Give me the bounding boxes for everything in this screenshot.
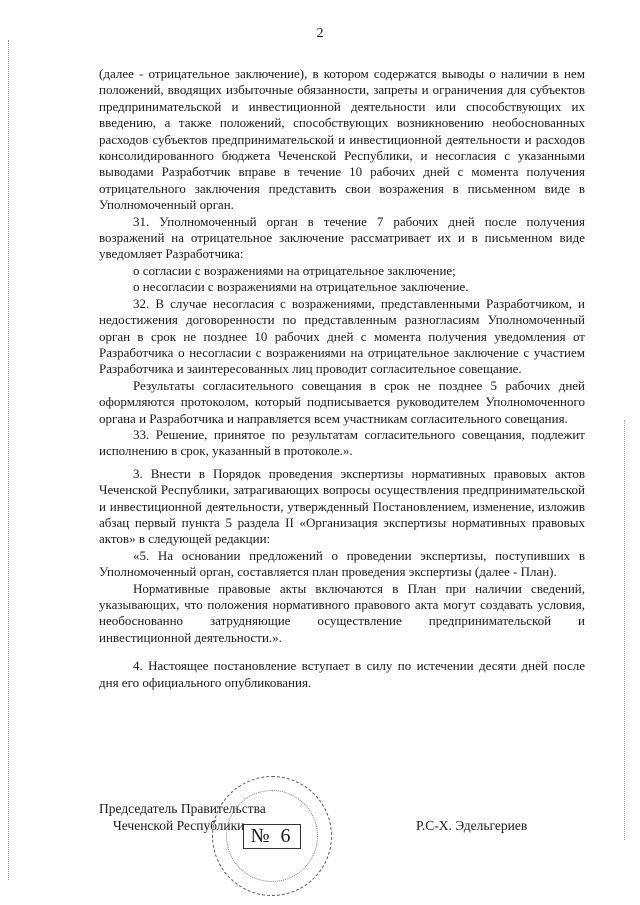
- signature-name: Р.С-Х. Эдельгериев: [416, 818, 528, 833]
- seal-number: № 6: [243, 824, 300, 849]
- paragraph-option-disagree: о несогласии с возражениями на отрицательное заключение.: [133, 279, 469, 295]
- scan-edge-right: [624, 420, 626, 840]
- scan-edge-left: [8, 40, 10, 880]
- document-body: [99, 66, 585, 691]
- paragraph-33: 33. Решение, принятое по результатам согласительного совещания, подлежит исполнению в срок, указанный в протоколе.».: [99, 426, 585, 459]
- paragraph-option-agree: о согласии с возражениями на отрицательное заключение;: [133, 262, 456, 278]
- paragraph-32: 32. В случае несогласия с возражениями, представленными Разработчиком, и недостижения договоренности по представленным разногласиям Уполномоченный орган в срок не позднее 10 рабочих дней с момента получения уведомления от Разработчика о несогласии с возражениями на отрицательное заключение с участием Разработчика и заинтересованных лиц проводит согласительное совещание.: [99, 295, 585, 377]
- paragraph-0: (далее - отрицательное заключение), в котором содержатся выводы о наличии в нем положений, вводящих избыточные обязанности, запреты и ограничения для субъектов предпринимательской и инвестиционной деятельности или способствующих их введению, а также положений, способствующих возникновению необоснованных расходов субъектов предпринимательской и инвестиционной деятельности и расходов консолидированного бюджета Чеченской Республики, и несогласия с указанными выводами Разработчик вправе в течение 10 рабочих дней с момента получения отрицательного заключения представить свои возражения в письменном виде в Уполномоченный орган.: [99, 66, 585, 213]
- paragraph-item-3: 3. Внести в Порядок проведения экспертизы нормативных правовых актов Чеченской Республики, затрагивающих вопросы осуществления предпринимательской и инвестиционной деятельности, утвержденный Постановлением, изменение, изложив абзац первый пункта 5 раздела II «Организация экспертизы нормативных правовых актов» в следующей редакции:: [99, 465, 585, 547]
- page-number: 2: [316, 26, 324, 41]
- paragraph-results: Результаты согласительного совещания в срок не позднее 5 рабочих дней оформляются протоколом, который подписывается руководителем Уполномоченного органа и Разработчика и направляется всем участникам согласительного совещания.: [99, 377, 585, 426]
- signature-title-line1: Председатель Правительства: [99, 801, 266, 816]
- paragraph-31: 31. Уполномоченный орган в течение 7 рабочих дней после получения возражений на отрицательное заключение рассматривает их и в письменном виде уведомляет Разработчика:: [99, 213, 585, 262]
- paragraph-plan: Нормативные правовые акты включаются в План при наличии сведений, указывающих, что положения нормативного правового акта могут создавать условия, необоснованно затрудняющие осуществление предпринимательской и инвестиционной деятельности.».: [99, 580, 585, 645]
- paragraph-item-4: 4. Настоящее постановление вступает в силу по истечении десяти дней после дня его официального опубликования.: [99, 658, 585, 690]
- paragraph-item-5: «5. На основании предложений о проведении экспертизы, поступивших в Уполномоченный орган, составляется план проведения экспертизы (далее - План).: [99, 547, 585, 580]
- official-seal: [212, 776, 332, 896]
- signature-title-line2: Чеченской Республики: [113, 818, 245, 833]
